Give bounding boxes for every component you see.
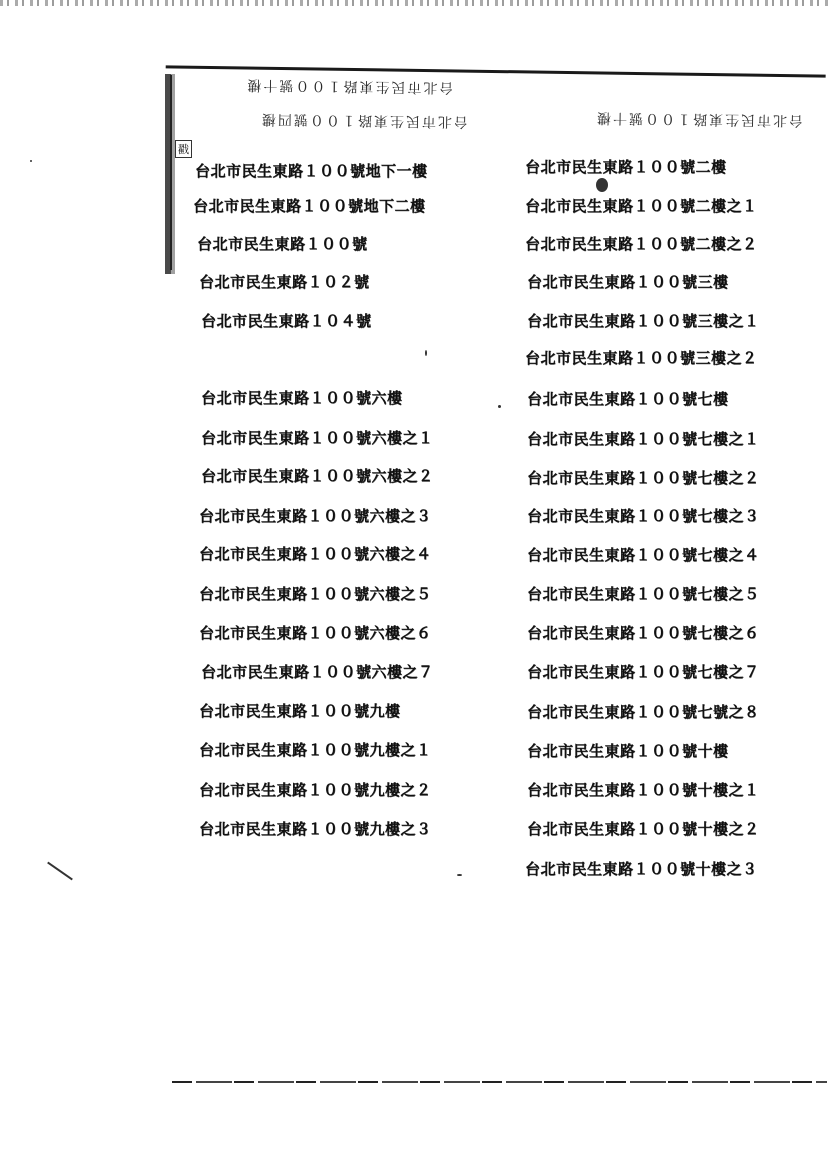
right-address-19: 台北市民生東路１００號十樓之３ [525,860,758,878]
left-address-6: 台北市民生東路１００號六樓 [201,389,403,407]
left-address-1: 台北市民生東路１００號地下一樓 [195,162,428,180]
ink-blot [596,178,608,192]
right-address-3: 台北市民生東路１００號二樓之２ [525,235,758,253]
scan-scratch [47,862,73,881]
scan-speck [498,405,501,408]
left-address-11: 台北市民生東路１００號六樓之５ [199,585,432,603]
left-address-4: 台北市民生東路１０２號 [199,273,370,291]
left-address-17: 台北市民生東路１００號九樓之３ [199,820,432,838]
left-address-8: 台北市民生東路１００號六樓之２ [201,467,434,485]
right-address-12: 台北市民生東路１００號七樓之５ [527,585,760,603]
left-address-7: 台北市民生東路１００號六樓之１ [201,429,434,447]
scan-speck [30,160,32,162]
right-address-5: 台北市民生東路１００號三樓之１ [527,312,760,330]
right-address-7: 台北市民生東路１００號七樓 [527,390,729,408]
left-address-5: 台北市民生東路１０４號 [201,312,372,330]
left-address-16: 台北市民生東路１００號九樓之２ [199,781,432,799]
left-address-13: 台北市民生東路１００號六樓之７ [201,663,434,681]
right-address-13: 台北市民生東路１００號七樓之６ [527,624,760,642]
right-address-10: 台北市民生東路１００號七樓之３ [527,507,760,525]
right-address-11: 台北市民生東路１００號七樓之４ [527,546,760,564]
right-address-17: 台北市民生東路１００號十樓之１ [527,781,760,799]
stamp-line-2: 台北市民生東路１００號四樓 [259,110,469,130]
left-address-9: 台北市民生東路１００號六樓之３ [199,507,432,525]
right-address-1: 台北市民生東路１００號二樓 [525,158,727,176]
scan-top-noise [0,0,832,6]
stamp-line-1: 台北市民生東路１００號十樓 [245,76,454,96]
left-address-2: 台北市民生東路１００號地下二樓 [193,197,426,215]
stamp-line-3: 台北市民生東路１００號十樓 [594,109,804,129]
right-address-14: 台北市民生東路１００號七樓之７ [527,663,760,681]
right-address-8: 台北市民生東路１００號七樓之１ [527,430,760,448]
right-address-16: 台北市民生東路１００號十樓 [527,742,729,760]
right-address-4: 台北市民生東路１００號三樓 [527,273,729,291]
left-address-14: 台北市民生東路１００號九樓 [199,702,401,720]
stamp-corner-mark: 戳 [175,140,192,158]
left-address-10: 台北市民生東路１００號六樓之４ [199,545,432,563]
right-address-9: 台北市民生東路１００號七樓之２ [527,469,760,487]
left-address-12: 台北市民生東路１００號六樓之６ [199,624,432,642]
scan-speck [457,874,462,876]
scan-speck [425,350,427,356]
right-address-18: 台北市民生東路１００號十樓之２ [527,820,760,838]
left-address-15: 台北市民生東路１００號九樓之１ [199,741,432,759]
right-address-6: 台北市民生東路１００號三樓之２ [525,349,758,367]
right-address-15: 台北市民生東路１００號七號之８ [527,703,760,721]
bottom-rule [172,1081,827,1083]
right-address-2: 台北市民生東路１００號二樓之１ [525,197,758,215]
left-address-3: 台北市民生東路１００號 [197,235,368,253]
